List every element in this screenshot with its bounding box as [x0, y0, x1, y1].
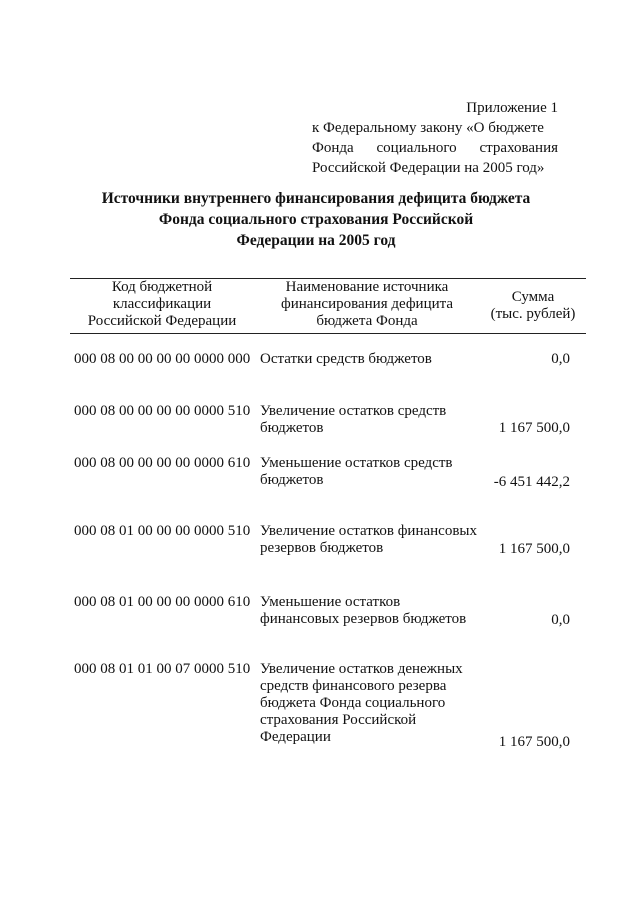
row-5-name-line-1: Уменьшение остатков: [260, 594, 401, 610]
row-4-name-line-1: Увеличение остатков финансовых: [260, 523, 477, 539]
row-4-code: 000 08 01 00 00 00 0000 510: [74, 523, 251, 539]
header-sum-column: [480, 289, 586, 323]
row-6-name-line-1: Увеличение остатков денежных: [260, 661, 463, 677]
row-2-sum: 1 167 500,0: [498, 420, 570, 436]
title-line-3: Федерации на 2005 год: [236, 232, 396, 249]
row-2-name: [260, 403, 482, 437]
row-1-name: [260, 351, 482, 368]
header-code-line-2: классификации: [112, 296, 212, 312]
row-5-name: [260, 594, 482, 628]
document-title: [96, 188, 536, 251]
row-6-name-line-3: бюджета Фонда социального: [260, 695, 446, 711]
appendix-number: Приложение 1: [466, 100, 558, 116]
title-line-1: Источники внутреннего финансирования дефицита бюджета: [101, 190, 531, 207]
row-3-name-line-1: Уменьшение остатков средств: [260, 455, 453, 471]
row-6-code: 000 08 01 01 00 07 0000 510: [74, 661, 251, 677]
row-2-name-line-2: бюджетов: [260, 420, 324, 436]
header-code-line-1: Код бюджетной: [111, 279, 213, 295]
row-6-name-line-4: страхования Российской: [260, 712, 417, 728]
header-code-line-3: Российской Федерации: [87, 313, 237, 329]
row-6-name: [260, 661, 482, 746]
row-4-name: [260, 523, 482, 557]
row-5-sum: 0,0: [551, 612, 570, 628]
row-1-name-line-1: Остатки средств бюджетов: [260, 351, 432, 367]
row-6-sum: 1 167 500,0: [498, 734, 570, 750]
header-name-column: [254, 279, 480, 330]
row-2-code: 000 08 00 00 00 00 0000 510: [74, 403, 251, 419]
title-line-2: Фонда социального страхования Российской: [158, 211, 474, 228]
row-1-code: 000 08 00 00 00 00 0000 000: [74, 351, 251, 367]
row-6-name-line-5: Федерации: [260, 729, 331, 745]
appendix-reference: [312, 98, 558, 178]
row-3-code: 000 08 00 00 00 00 0000 610: [74, 455, 251, 471]
row-6-name-line-2: средств финансового резерва: [260, 678, 447, 694]
row-5-code: 000 08 01 00 00 00 0000 610: [74, 594, 251, 610]
row-3-sum: -6 451 442,2: [493, 474, 570, 490]
header-code-column: [70, 279, 254, 330]
header-name-line-3: бюджета Фонда: [316, 313, 418, 329]
row-2-name-line-1: Увеличение остатков средств: [260, 403, 447, 419]
appendix-law-line-2: Фонда социального страхования: [312, 140, 558, 156]
header-name-line-2: финансирования дефицита: [280, 296, 454, 312]
row-4-sum: 1 167 500,0: [498, 541, 570, 557]
row-3-name-line-2: бюджетов: [260, 472, 324, 488]
header-sum-line-1: Сумма: [511, 289, 555, 305]
table-header-rule: [70, 333, 586, 334]
appendix-law-line-3: Российской Федерации на 2005 год»: [312, 160, 545, 176]
appendix-law-line-1: к Федеральному закону «О бюджете: [312, 120, 544, 136]
row-5-name-line-2: финансовых резервов бюджетов: [260, 611, 467, 627]
row-4-name-line-2: резервов бюджетов: [260, 540, 384, 556]
header-sum-line-2: (тыс. рублей): [490, 306, 576, 322]
header-name-line-1: Наименование источника: [285, 279, 449, 295]
row-3-name: [260, 455, 482, 489]
row-1-sum: 0,0: [551, 351, 570, 367]
